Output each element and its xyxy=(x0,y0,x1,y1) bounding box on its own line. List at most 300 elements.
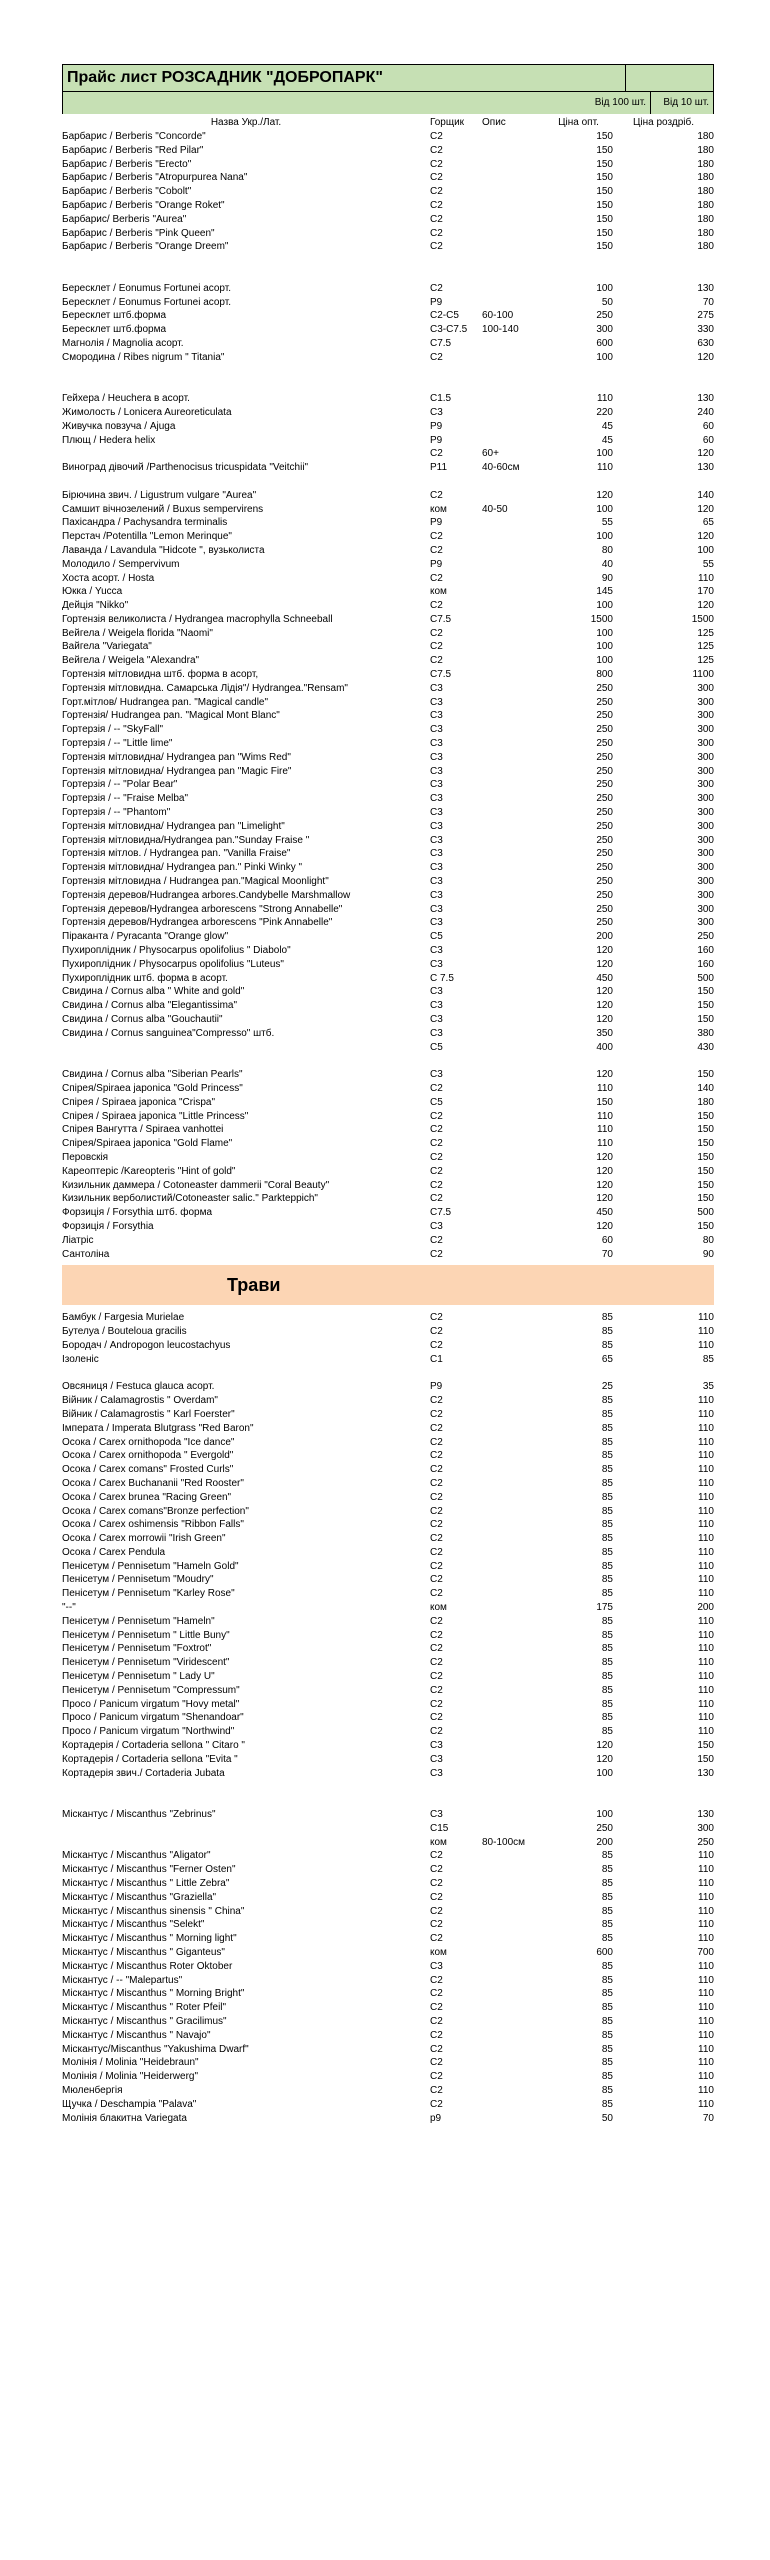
cell-retail: 110 xyxy=(698,1850,714,1862)
cell-wholesale: 90 xyxy=(601,572,613,584)
cell-name: Виноград дівочий /Parthenocisus tricuspidata "Veitchii" xyxy=(62,462,309,474)
cell-wholesale: 120 xyxy=(596,1000,613,1012)
cell-desc xyxy=(482,144,544,158)
table-row xyxy=(62,751,714,765)
cell-wholesale: 150 xyxy=(596,172,613,184)
cell-pot: C2 xyxy=(430,544,443,556)
cell-retail: 35 xyxy=(702,1381,714,1393)
cell-pot: C2 xyxy=(430,351,443,363)
cell-name: Осока / Carex ornithopoda "Ice dance" xyxy=(62,1436,235,1448)
cell-pot: C2 xyxy=(430,1477,443,1489)
cell-name: Кареоптеріс /Kareopteris "Hint of gold" xyxy=(62,1165,236,1177)
cell-name: Міскантус / Miscanthus sinensis " China" xyxy=(62,1905,245,1917)
table-row xyxy=(62,1560,714,1574)
table-row xyxy=(62,1670,714,1684)
table-row xyxy=(62,516,714,530)
cell-wholesale: 85 xyxy=(601,1684,613,1696)
cell-desc xyxy=(482,930,544,944)
cell-desc xyxy=(482,572,544,586)
cell-pot: C5 xyxy=(430,1096,443,1108)
cell-pot: C3 xyxy=(430,1027,443,1039)
cell-wholesale: 150 xyxy=(596,213,613,225)
cell-desc xyxy=(482,1808,544,1822)
cell-wholesale: 100 xyxy=(596,351,613,363)
cell-pot: ком xyxy=(430,586,447,598)
cell-name: Горт.мітлов/ Hudrangea pan. "Magical candle" xyxy=(62,696,269,708)
cell-desc xyxy=(482,1822,544,1836)
table-row xyxy=(62,2070,714,2084)
cell-retail: 130 xyxy=(697,1809,714,1821)
table-row xyxy=(62,1946,714,1960)
cell-desc xyxy=(482,2029,544,2043)
block-heuchera xyxy=(62,392,714,475)
cell-pot: C2 xyxy=(430,1698,443,1710)
cell-name: Самшит вічнозелений / Buxus sempervirens xyxy=(62,503,264,515)
table-row xyxy=(62,1808,714,1822)
cell-pot: C15 xyxy=(430,1822,449,1834)
cell-pot: C2 xyxy=(430,1905,443,1917)
table-row xyxy=(62,1836,714,1850)
cell-pot: C2 xyxy=(430,1615,443,1627)
cell-retail: 110 xyxy=(698,1878,714,1890)
cell-name: Барбарис / Berberis "Atropurpurea Nana" xyxy=(62,172,248,184)
table-row xyxy=(62,999,714,1013)
cell-name: Осока / Carex Buchananii "Red Rooster" xyxy=(62,1477,244,1489)
cell-desc xyxy=(482,1573,544,1587)
cell-pot: C2 xyxy=(430,1671,443,1683)
cell-retail: 300 xyxy=(697,738,714,750)
cell-wholesale: 85 xyxy=(601,1657,613,1669)
cell-desc xyxy=(482,875,544,889)
cell-wholesale: 85 xyxy=(601,1974,613,1986)
cell-desc xyxy=(482,709,544,723)
cell-name: Міскантус / Miscanthus Roter Oktober xyxy=(62,1960,233,1972)
cell-pot: C7.5 xyxy=(430,337,452,349)
cell-wholesale: 85 xyxy=(601,1408,613,1420)
cell-pot: C3 xyxy=(430,1069,443,1081)
cell-retail: 430 xyxy=(697,1041,714,1053)
cell-pot: C2 xyxy=(430,2057,443,2069)
cell-name: Вайгела "Variegata" xyxy=(62,641,152,653)
table-row xyxy=(62,158,714,172)
cell-wholesale: 85 xyxy=(601,1905,613,1917)
cell-name: Гортерзія / -- "Phantom" xyxy=(62,807,171,819)
table-row xyxy=(62,1615,714,1629)
cell-wholesale: 85 xyxy=(601,2071,613,2083)
table-row xyxy=(62,1394,714,1408)
cell-name: Дейція "Nikko" xyxy=(62,600,129,612)
cell-pot: ком xyxy=(430,503,447,515)
cell-desc xyxy=(482,489,544,503)
cell-name: Міскантус / Miscanthus "Ferner Osten" xyxy=(62,1864,236,1876)
table-row xyxy=(62,972,714,986)
cell-desc xyxy=(482,2043,544,2057)
cell-wholesale: 250 xyxy=(596,862,613,874)
cell-desc xyxy=(482,227,544,241)
cell-pot: C2 xyxy=(430,1248,443,1260)
cell-wholesale: 45 xyxy=(601,420,613,432)
cell-name: Осока / Carex morrowii "Irish Green" xyxy=(62,1533,226,1545)
cell-name: Бересклет / Eonumus Fortunei асорт. xyxy=(62,282,232,294)
cell-retail: 110 xyxy=(698,1450,714,1462)
cell-retail: 130 xyxy=(697,282,714,294)
cell-desc xyxy=(482,1711,544,1725)
cell-name: Війник / Calamagrostis " Karl Foerster" xyxy=(62,1408,235,1420)
cell-retail: 170 xyxy=(697,586,714,598)
cell-desc xyxy=(482,1082,544,1096)
cell-pot: C3 xyxy=(430,876,443,888)
cell-pot: C7.5 xyxy=(430,669,452,681)
cell-retail: 90 xyxy=(702,1248,714,1260)
table-row xyxy=(62,958,714,972)
cell-wholesale: 85 xyxy=(601,1491,613,1503)
cell-wholesale: 150 xyxy=(596,131,613,142)
table-row xyxy=(62,613,714,627)
cell-pot: C2 xyxy=(430,1726,443,1738)
cell-name: Міскантус/Miscanthus "Yakushima Dwarf" xyxy=(62,2043,249,2055)
cell-retail: 125 xyxy=(697,655,714,667)
table-row xyxy=(62,1987,714,2001)
cell-retail: 130 xyxy=(697,462,714,474)
cell-desc xyxy=(482,1339,544,1353)
cell-name xyxy=(62,1836,430,1850)
cell-desc xyxy=(482,751,544,765)
cell-retail: 110 xyxy=(698,1422,714,1434)
table-row xyxy=(62,1491,714,1505)
cell-wholesale: 100 xyxy=(596,1767,613,1779)
cell-retail: 330 xyxy=(697,324,714,336)
cell-retail: 160 xyxy=(697,945,714,957)
cell-name: Гортензія/ Hudrangea pan. "Magical Mont Blanc" xyxy=(62,710,280,722)
cell-desc xyxy=(482,640,544,654)
cell-wholesale: 450 xyxy=(596,1207,613,1219)
cell-name: Просо / Panicum virgatum "Northwind" xyxy=(62,1726,235,1738)
table-row xyxy=(62,1325,714,1339)
cell-name: Пенісетум / Pennisetum "Hameln" xyxy=(62,1615,215,1627)
cell-name: Спірея Вангутта / Spiraea vanhottei xyxy=(62,1124,224,1136)
cell-pot: C2 xyxy=(430,1919,443,1931)
cell-desc xyxy=(482,1670,544,1684)
cell-desc xyxy=(482,1863,544,1877)
cell-wholesale: 85 xyxy=(601,2084,613,2096)
col-wholesale-header: Ціна опт. xyxy=(558,117,599,128)
cell-name: Спірея/Spiraea japonica "Gold Flame" xyxy=(62,1138,233,1150)
cell-wholesale: 120 xyxy=(596,1069,613,1081)
cell-pot: C2 xyxy=(430,1684,443,1696)
table-row xyxy=(62,1863,714,1877)
cell-wholesale: 250 xyxy=(596,903,613,915)
cell-wholesale: 60 xyxy=(601,1234,613,1246)
cell-pot: C2 xyxy=(430,1519,443,1531)
cell-name: Міскантус / Miscanthus "Graziella" xyxy=(62,1891,217,1903)
cell-desc xyxy=(482,696,544,710)
cell-wholesale: 120 xyxy=(596,1740,613,1752)
table-row xyxy=(62,144,714,158)
cell-desc xyxy=(482,1234,544,1248)
cell-pot: C2 xyxy=(430,1408,443,1420)
cell-retail: 150 xyxy=(697,986,714,998)
cell-desc xyxy=(482,1408,544,1422)
cell-wholesale: 110 xyxy=(597,1138,613,1150)
cell-desc xyxy=(482,723,544,737)
cell-pot: C2 xyxy=(430,1878,443,1890)
cell-wholesale: 85 xyxy=(601,1339,613,1351)
cell-desc xyxy=(482,1960,544,1974)
cell-pot: C7.5 xyxy=(430,1207,452,1219)
cell-name: Пенісетум / Pennisetum "Viridescent" xyxy=(62,1657,230,1669)
cell-desc xyxy=(482,2070,544,2084)
cell-retail: 110 xyxy=(698,1491,714,1503)
cell-desc xyxy=(482,999,544,1013)
cell-name: Міскантус / Miscanthus " Gracilimus" xyxy=(62,2015,227,2027)
cell-pot: C 7.5 xyxy=(430,972,454,984)
cell-desc xyxy=(482,889,544,903)
cell-pot: P9 xyxy=(430,517,443,529)
cell-retail: 110 xyxy=(698,1395,714,1407)
cell-retail: 300 xyxy=(697,793,714,805)
cell-pot: C2 xyxy=(430,1974,443,1986)
cell-name: Пахісандра / Pachysandra terminalis xyxy=(62,517,228,529)
cell-name: Гортензія мітловидна/ Hydrangea pan." Pinki Winky " xyxy=(62,862,303,874)
cell-retail: 120 xyxy=(697,503,714,515)
cell-pot: C3 xyxy=(430,945,443,957)
cell-retail: 180 xyxy=(697,227,714,239)
cell-retail: 70 xyxy=(702,2112,714,2124)
cell-retail: 150 xyxy=(697,1220,714,1232)
cell-name: Свидина / Cornus sanguinea"Compresso" штб. xyxy=(62,1027,275,1039)
cell-wholesale: 200 xyxy=(596,1836,613,1848)
cell-wholesale: 250 xyxy=(596,682,613,694)
cell-desc xyxy=(482,1096,544,1110)
price-tier-header xyxy=(62,92,714,114)
cell-desc xyxy=(482,1725,544,1739)
cell-pot: C2 xyxy=(430,489,443,501)
cell-pot: C3 xyxy=(430,1960,443,1972)
cell-wholesale: 150 xyxy=(596,158,613,170)
table-row xyxy=(62,1739,714,1753)
cell-desc xyxy=(482,1380,544,1394)
cell-pot: C3 xyxy=(430,738,443,750)
cell-desc xyxy=(482,213,544,227)
cell-pot: P9 xyxy=(430,296,443,308)
cell-wholesale: 85 xyxy=(601,2057,613,2069)
cell-wholesale: 120 xyxy=(596,1753,613,1765)
cell-pot: C1.5 xyxy=(430,393,452,405)
cell-wholesale: 110 xyxy=(597,462,613,474)
cell-pot: C2 xyxy=(430,1326,443,1338)
table-row xyxy=(62,889,714,903)
cell-wholesale: 250 xyxy=(596,751,613,763)
cell-retail: 85 xyxy=(702,1353,714,1365)
cell-retail: 150 xyxy=(697,1151,714,1163)
cell-name: Кизильник даммера / Cotoneaster dammerii "Coral Beauty" xyxy=(62,1179,330,1191)
cell-wholesale: 110 xyxy=(597,393,613,405)
cell-pot: C2 xyxy=(430,172,443,184)
cell-pot: C2 xyxy=(430,1712,443,1724)
cell-wholesale: 120 xyxy=(596,489,613,501)
cell-wholesale: 85 xyxy=(601,1395,613,1407)
cell-name: Овсяниця / Festuca glauca асорт. xyxy=(62,1381,215,1393)
table-row xyxy=(62,1518,714,1532)
cell-wholesale: 100 xyxy=(596,503,613,515)
cell-pot: C2 xyxy=(430,1864,443,1876)
table-row xyxy=(62,2098,714,2112)
cell-pot: C2 xyxy=(430,2029,443,2041)
cell-wholesale: 250 xyxy=(596,696,613,708)
cell-name: Хоста асорт. / Hosta xyxy=(62,572,155,584)
cell-retail: 150 xyxy=(697,1124,714,1136)
cell-retail: 100 xyxy=(697,544,714,556)
cell-name: Кортадерія звич./ Cortaderia Jubata xyxy=(62,1767,225,1779)
cell-name: Осока / Carex brunea "Racing Green" xyxy=(62,1491,232,1503)
table-row xyxy=(62,696,714,710)
cell-name: Ізоленіс xyxy=(62,1353,99,1365)
cell-retail: 1100 xyxy=(692,669,714,681)
cell-pot: p9 xyxy=(430,2112,442,2124)
table-row xyxy=(62,820,714,834)
table-row xyxy=(62,2029,714,2043)
cell-desc: 80-100см xyxy=(482,1836,526,1848)
cell-pot: C2 xyxy=(430,2098,443,2110)
cell-wholesale: 25 xyxy=(601,1381,613,1393)
cell-name: Вейгела / Weigela "Alexandra" xyxy=(62,655,200,667)
block-miscanthus xyxy=(62,1808,714,2125)
cell-name: Гортензія мітловидна/ Hydrangea pan "Wims Red" xyxy=(62,751,291,763)
cell-retail: 110 xyxy=(698,1574,714,1586)
cell-desc xyxy=(482,1656,544,1670)
cell-wholesale: 100 xyxy=(596,282,613,294)
table-row xyxy=(62,765,714,779)
cell-wholesale: 85 xyxy=(601,1326,613,1338)
cell-desc xyxy=(482,1491,544,1505)
cell-pot: P9 xyxy=(430,420,443,432)
cell-wholesale: 100 xyxy=(596,1809,613,1821)
cell-name: Просо / Panicum virgatum "Hovy metal" xyxy=(62,1698,240,1710)
cell-name: Форзиція / Forsythia xyxy=(62,1220,154,1232)
cell-pot: C2 xyxy=(430,1395,443,1407)
cell-desc xyxy=(482,158,544,172)
cell-name: Бородач / Andropogon leucostachyus xyxy=(62,1339,231,1351)
cell-desc xyxy=(482,1422,544,1436)
cell-pot: C2 xyxy=(430,2002,443,2014)
cell-pot: C2 xyxy=(430,1234,443,1246)
cell-name: Барбарис / Berberis "Concorde" xyxy=(62,131,206,142)
table-row xyxy=(62,806,714,820)
cell-name: Міскантус / Miscanthus " Morning Bright" xyxy=(62,1988,245,2000)
cell-desc xyxy=(482,420,544,434)
cell-desc xyxy=(482,613,544,627)
cell-wholesale: 85 xyxy=(601,1919,613,1931)
cell-name: Свидина / Cornus alba "Gouchautii" xyxy=(62,1014,223,1025)
cell-retail: 130 xyxy=(697,1767,714,1779)
cell-pot: C2 xyxy=(430,227,443,239)
cell-pot: C3 xyxy=(430,1740,443,1752)
table-row xyxy=(62,585,714,599)
table-row xyxy=(62,599,714,613)
cell-desc xyxy=(482,958,544,972)
table-row xyxy=(62,489,714,503)
cell-retail: 500 xyxy=(697,1207,714,1219)
table-row xyxy=(62,447,714,461)
cell-name: Юкка / Yucca xyxy=(62,586,123,598)
cell-retail: 120 xyxy=(697,600,714,612)
table-row xyxy=(62,171,714,185)
cell-name: Осока / Carex ornithopoda " Evergold" xyxy=(62,1450,234,1462)
cell-wholesale: 1500 xyxy=(590,613,613,625)
cell-name: Бересклет штб.форма xyxy=(62,310,167,322)
cell-wholesale: 45 xyxy=(601,434,613,446)
table-row xyxy=(62,1339,714,1353)
cell-pot: C2 xyxy=(430,1574,443,1586)
table-row xyxy=(62,227,714,241)
cell-pot: C3 xyxy=(430,1220,443,1232)
cell-desc xyxy=(482,1974,544,1988)
block-euonymus xyxy=(62,282,714,365)
cell-pot: P9 xyxy=(430,1381,443,1393)
cell-wholesale: 110 xyxy=(597,1124,613,1136)
cell-desc xyxy=(482,903,544,917)
cell-desc xyxy=(482,585,544,599)
cell-name: Імперата / Imperata Blutgrass "Red Baron" xyxy=(62,1422,254,1434)
cell-retail: 60 xyxy=(702,434,714,446)
cell-name: Гортензія деревов/Hydrangea arborescens "Pink Annabelle" xyxy=(62,917,333,929)
cell-retail: 250 xyxy=(697,1836,714,1848)
cell-wholesale: 85 xyxy=(601,1519,613,1531)
cell-pot: C5 xyxy=(430,931,443,943)
cell-retail: 110 xyxy=(698,1464,714,1476)
cell-name: Гортензія деревов/Hydrangea arborescens "Strong Annabelle" xyxy=(62,903,343,915)
cell-retail: 110 xyxy=(698,1436,714,1448)
cell-desc xyxy=(482,1601,544,1615)
cell-desc xyxy=(482,199,544,213)
cell-retail: 200 xyxy=(697,1602,714,1614)
table-row xyxy=(62,1601,714,1615)
cell-retail: 110 xyxy=(698,1519,714,1531)
cell-retail: 300 xyxy=(697,696,714,708)
cell-desc xyxy=(482,1698,544,1712)
cell-desc xyxy=(482,778,544,792)
table-row xyxy=(62,682,714,696)
cell-pot: C3 xyxy=(430,793,443,805)
cell-name xyxy=(62,447,430,461)
title-bar xyxy=(62,64,714,92)
cell-desc xyxy=(482,1151,544,1165)
table-row xyxy=(62,1477,714,1491)
table-row xyxy=(62,420,714,434)
table-row xyxy=(62,1248,714,1262)
cell-name: Пенісетум / Pennisetum "Moudry" xyxy=(62,1574,214,1586)
cell-pot: C3 xyxy=(430,903,443,915)
cell-wholesale: 250 xyxy=(596,310,613,322)
cell-retail: 300 xyxy=(697,848,714,860)
table-row xyxy=(62,861,714,875)
cell-retail: 150 xyxy=(697,1110,714,1122)
cell-name: Бересклет штб.форма xyxy=(62,324,167,336)
cell-desc xyxy=(482,847,544,861)
cell-pot: ком xyxy=(430,1947,447,1958)
cell-retail: 300 xyxy=(697,1822,714,1834)
cell-wholesale: 120 xyxy=(596,958,613,970)
cell-name: Молінія блакитна Variegata xyxy=(62,2112,187,2124)
table-row xyxy=(62,847,714,861)
table-row xyxy=(62,2084,714,2098)
cell-retail: 55 xyxy=(702,558,714,570)
cell-retail: 180 xyxy=(697,131,714,142)
cell-pot: C2 xyxy=(430,2015,443,2027)
cell-name: Міскантус / Miscanthus "Aligator" xyxy=(62,1850,211,1862)
cell-desc xyxy=(482,861,544,875)
col-desc-header: Опис xyxy=(482,117,506,128)
